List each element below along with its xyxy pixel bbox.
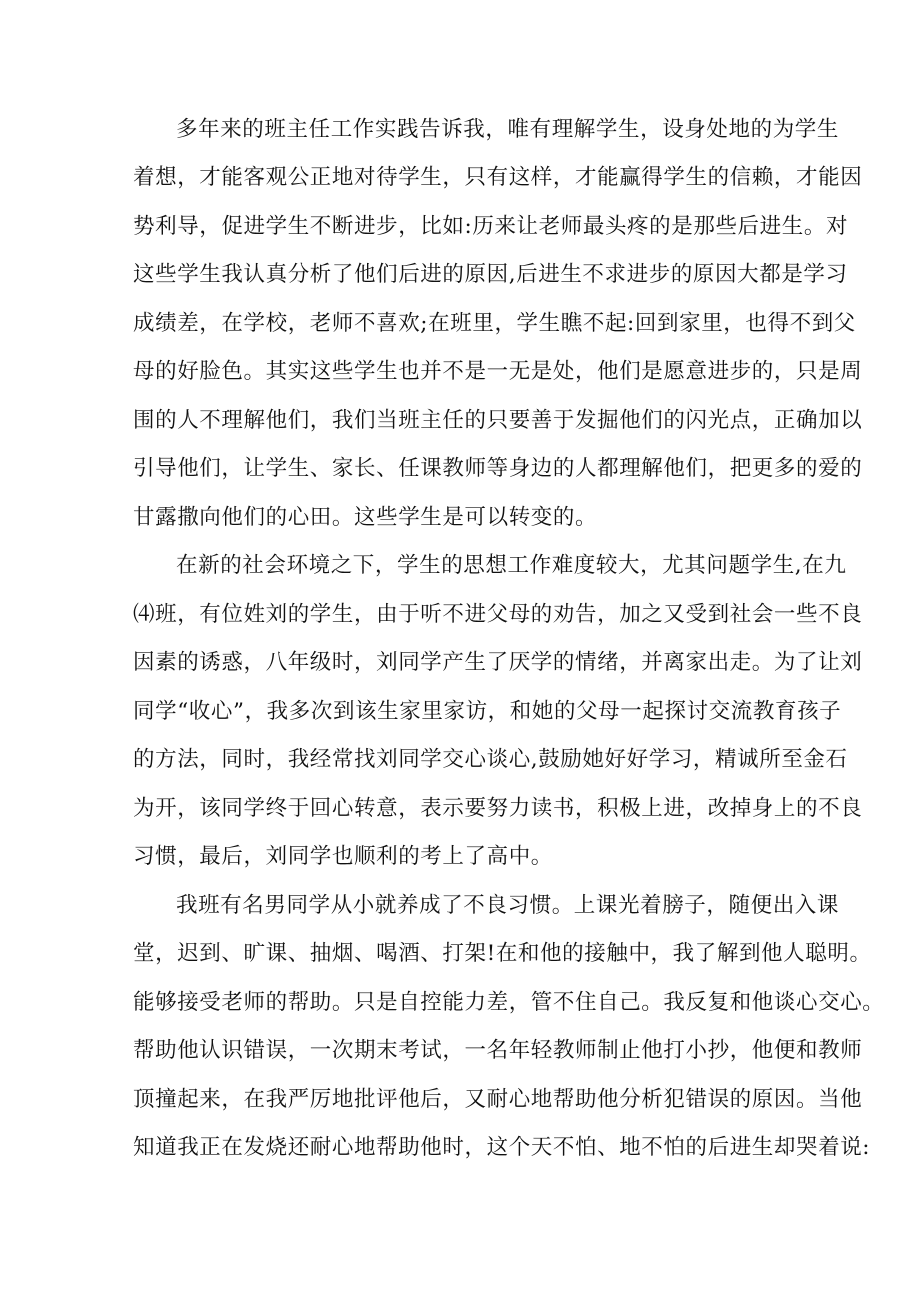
paragraph-3-line-6: 知道我正在发烧还耐心地帮助他时，这个天不怕、地不怕的后进生却哭着说: <box>133 1135 871 1160</box>
paragraph-1-line-3: 势利导，促进学生不断进步，比如:历来让老师最头疼的是那些后进生。对 <box>133 214 849 239</box>
paragraph-1-line-1: 多年来的班主任工作实践告诉我，唯有理解学生，设身处地的为学生 <box>176 117 840 142</box>
paragraph-2-line-1: 在新的社会环境之下，学生的思想工作难度较大，尤其问题学生,在九 <box>176 553 847 578</box>
paragraph-2-line-2: ⑷班，有位姓刘的学生，由于听不进父母的劝告，加之又受到社会一些不良 <box>133 602 863 627</box>
paragraph-3-line-3: 能够接受老师的帮助。只是自控能力差，管不住自己。我反复和他谈心交心。 <box>133 990 885 1015</box>
paragraph-1-line-6: 母的好脸色。其实这些学生也并不是一无是处，他们是愿意进步的，只是周 <box>133 359 863 384</box>
paragraph-3-line-1: 我班有名男同学从小就养成了不良习惯。上课光着膀子，随便出入课 <box>176 893 840 918</box>
paragraph-2-line-7: 习惯，最后，刘同学也顺利的考上了高中。 <box>133 844 553 869</box>
paragraph-3-line-2: 堂，迟到、旷课、抽烟、喝酒、打架!在和他的接触中，我了解到他人聪明。 <box>133 941 872 966</box>
paragraph-1-line-7: 围的人不理解他们，我们当班主任的只要善于发掘他们的闪光点，正确加以 <box>133 408 863 433</box>
paragraph-2-line-5: 的方法，同时，我经常找刘同学交心谈心,鼓励她好好学习，精诚所至金石 <box>133 747 848 772</box>
paragraph-1-line-5: 成绩差，在学校，老师不喜欢;在班里，学生瞧不起:回到家里，也得不到父 <box>133 311 856 336</box>
paragraph-3-line-4: 帮助他认识错误，一次期末考试，一名年轻教师制止他打小抄，他便和教师 <box>133 1038 863 1063</box>
paragraph-1-line-9: 甘露撒向他们的心田。这些学生是可以转变的。 <box>133 505 598 530</box>
paragraph-2-line-6: 为开，该同学终于回心转意，表示要努力读书，积极上进，改掉身上的不良 <box>133 796 863 821</box>
paragraph-2-line-4: 同学“收心”，我多次到该生家里家访，和她的父母一起探讨交流教育孩子 <box>133 699 842 724</box>
paragraph-1-line-8: 引导他们，让学生、家长、任课教师等身边的人都理解他们，把更多的爱的 <box>133 456 863 481</box>
paragraph-1-line-2: 着想，才能客观公正地对待学生，只有这样，才能赢得学生的信赖，才能因 <box>133 165 863 190</box>
paragraph-2-line-3: 因素的诱惑，八年级时，刘同学产生了厌学的情绪，并离家出走。为了让刘 <box>133 650 863 675</box>
paragraph-3-line-5: 顶撞起来，在我严厉地批评他后，又耐心地帮助他分析犯错误的原因。当他 <box>133 1087 863 1112</box>
paragraph-1-line-4: 这些学生我认真分析了他们后进的原因,后进生不求进步的原因大都是学习 <box>133 262 848 287</box>
